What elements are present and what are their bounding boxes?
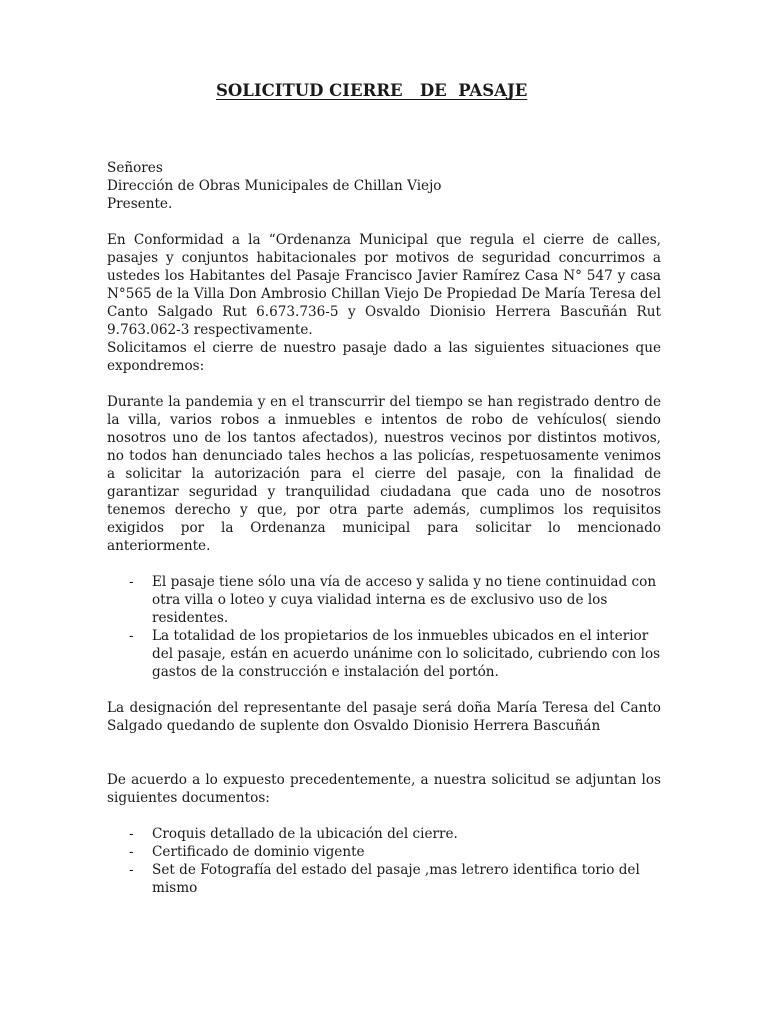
dash-bullet: - [129, 826, 134, 842]
dash-bullet: - [129, 862, 134, 878]
list-item-text: Set de Fotografía del estado del pasaje ,mas letrero identifica torio del mismo [152, 862, 640, 896]
paragraph-attachments: De acuerdo a lo expuesto precedentemente, a nuestra solicitud se adjuntan los siguientes documentos: [107, 772, 661, 806]
salutation [107, 159, 661, 213]
salutation-line: Señores [107, 160, 163, 176]
list-item [107, 825, 661, 843]
paragraph-request: Solicitamos el cierre de nuestro pasaje dado a las siguientes situaciones que expondremos: [107, 340, 661, 374]
salutation-line: Presente. [107, 196, 173, 212]
paragraph-situation: Durante la pandemia y en el transcurrir del tiempo se han registrado dentro de la villa, varios robos a inmuebles e intentos de robo de vehículos( siendo nosotros uno de los tantos afectados), nuestros vecinos por distintos motivos, no todos han denunciado tales hechos a las policías, respetuosamente venimos a solicitar la autorización para el cierre del pasaje, con la finalidad de garantizar seguridad y tranquilidad ciudadana que cada uno de nosotros tenemos derecho y que, por otra parte además, cumplimos los requisitos exigidos por la Ordenanza municipal para solicitar lo mencionado anteriormente. [107, 394, 661, 554]
dash-bullet: - [129, 628, 134, 644]
list-item [107, 843, 661, 861]
document-page [107, 80, 661, 897]
list-item [107, 627, 661, 681]
list-item-text: Certificado de dominio vigente [152, 844, 365, 860]
paragraph-representative: La designación del representante del pasaje será doña María Teresa del Canto Salgado quedando de suplente don Osvaldo Dionisio Herrera Bascuñán [107, 700, 661, 734]
list-item [107, 573, 661, 627]
list-item [107, 861, 661, 897]
dash-bullet: - [129, 574, 134, 590]
documents-list [107, 825, 661, 897]
salutation-line: Dirección de Obras Municipales de Chillan Viejo [107, 178, 442, 194]
requirements-list [107, 573, 661, 681]
list-item-text: Croquis detallado de la ubicación del cierre. [152, 826, 458, 842]
paragraph-conformity: En Conformidad a la “Ordenanza Municipal que regula el cierre de calles, pasajes y conjuntos habitacionales por motivos de seguridad concurrimos a ustedes los Habitantes del Pasaje Francisco Javier Ramírez Casa N° 547 y casa N°565 de la Villa Don Ambrosio Chillan Viejo De Propiedad De María Teresa del Canto Salgado Rut 6.673.736-5 y Osvaldo Dionisio Herrera Bascuñán Rut 9.763.062-3 respectivamente. [107, 232, 661, 338]
document-title [216, 80, 661, 102]
list-item-text: El pasaje tiene sólo una vía de acceso y salida y no tiene continuidad con otra villa o loteo y cuya vialidad interna es de exclusivo uso de los residentes. [152, 574, 657, 626]
title-text: SOLICITUD CIERRE DE PASAJE [216, 81, 528, 100]
dash-bullet: - [129, 844, 134, 860]
list-item-text: La totalidad de los propietarios de los inmuebles ubicados en el interior del pasaje, están en acuerdo unánime con lo solicitado, cubriendo con los gastos de la construcción e instalación del portón. [152, 628, 661, 680]
